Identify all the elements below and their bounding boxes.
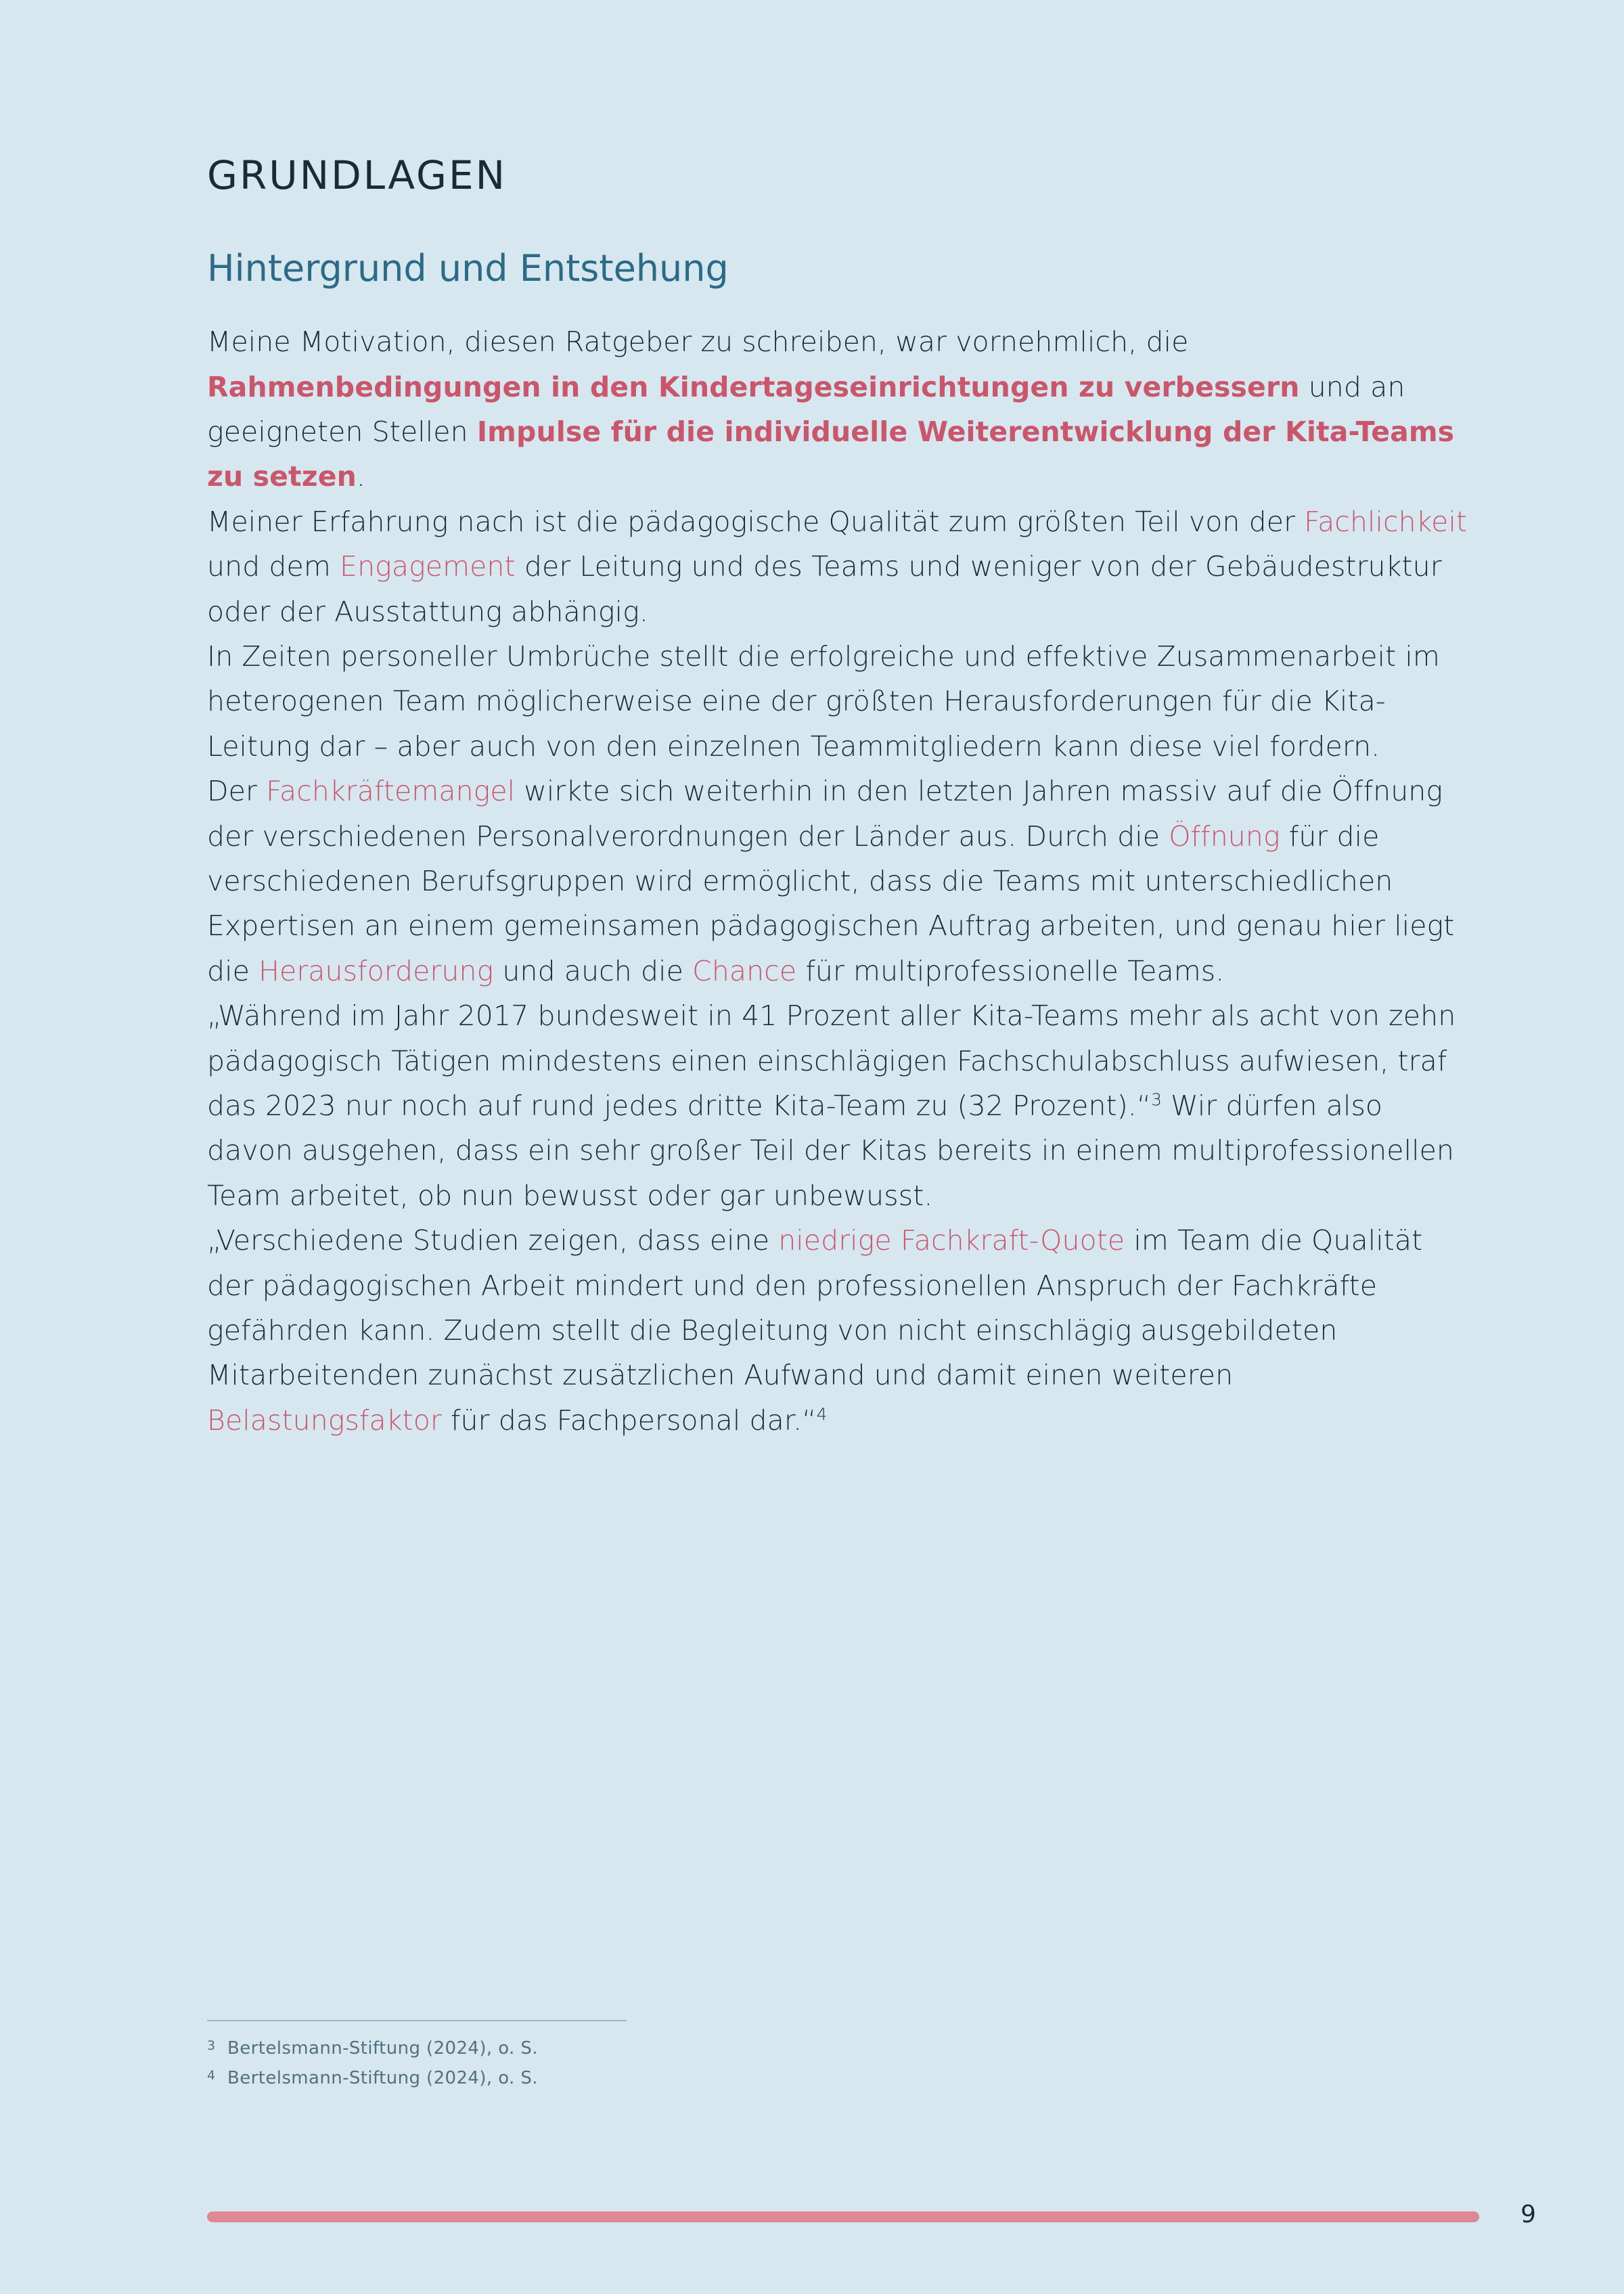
footnote-item — [207, 2063, 681, 2093]
text-run: für die verschiedenen Berufsgruppen wird ermöglicht, dass die Teams mit unterschiedlichen Expertisen an einem gemeinsamen pädagogischen Auftrag arbeiten, und genau hier liegt die — [207, 819, 1455, 987]
paragraph-1 — [207, 319, 1472, 499]
text-run: „Verschiedene Studien zeigen, dass eine — [207, 1224, 779, 1257]
text-run: und an geeigneten Stellen — [207, 370, 1405, 448]
page-number: 9 — [1520, 2201, 1536, 2228]
footnote-ref-4: 4 — [816, 1404, 828, 1424]
highlight-impulse: Impulse für die individuelle Weiterentwicklung der Kita-Teams zu setzen — [207, 415, 1455, 493]
text-run: und auch die — [493, 954, 693, 987]
text-run: Wir dürfen also davon ausgehen, dass ein sehr großer Teil der Kitas bereits in einem multiprofessionellen Team arbeitet, ob nun bewusst oder gar unbewusst. — [207, 1089, 1454, 1212]
highlight-fachlichkeit: Fachlichkeit — [1304, 505, 1468, 538]
paragraph-3 — [207, 634, 1472, 769]
page-content — [207, 152, 1472, 1443]
highlight-engagement: Engagement — [340, 550, 516, 583]
footnote-item — [207, 2033, 681, 2063]
footnote-marker: 4 — [207, 2068, 216, 2084]
highlight-oeffnung: Öffnung — [1169, 819, 1280, 853]
footnote-marker: 3 — [207, 2038, 216, 2053]
page-footer — [0, 2201, 1624, 2232]
text-run: der Leitung und des Teams und weniger von der Gebäudestruktur oder der Ausstattung abhängig. — [207, 550, 1442, 628]
highlight-herausforderung: Herausforderung — [258, 954, 494, 987]
text-run: im Team die Qualität der pädagogischen Arbeit mindert und den professionellen Anspruch der Fachkräfte gefährden kann. Zudem stellt die Begleitung von nicht einschlägig ausgebildeten Mitarbeitenden zunächst zusätzlichen Aufwand und damit einen weiteren — [207, 1224, 1423, 1392]
text-run: Meine Motivation, diesen Ratgeber zu schreiben, war vornehmlich, die — [207, 325, 1189, 359]
highlight-belastungsfaktor: Belastungsfaktor — [207, 1403, 442, 1437]
highlight-rahmenbedingungen: Rahmenbedingungen in den Kindertageseinrichtungen zu verbessern — [207, 370, 1300, 403]
text-run: Meiner Erfahrung nach ist die pädagogische Qualität zum größten Teil von der — [207, 505, 1305, 538]
chapter-label: GRUNDLAGEN — [207, 152, 508, 198]
paragraph-6 — [207, 1218, 1472, 1443]
highlight-chance: Chance — [692, 954, 797, 987]
section-title: Hintergrund und Entstehung — [207, 247, 729, 290]
paragraph-5 — [207, 993, 1472, 1218]
text-run: für das Fachpersonal dar.“ — [441, 1403, 817, 1437]
footnote-divider — [207, 2020, 627, 2021]
text-run: „Während im Jahr 2017 bundesweit in 41 Prozent aller Kita-Teams mehr als acht von zehn pädagogisch Tätigen mindestens einen einschlägigen Fachschulabschluss aufwiesen, traf das 2023 nur noch auf rund jedes dritte Kita-Team zu (32 Prozent).“ — [207, 999, 1456, 1122]
text-run: wirkte sich weiterhin in den letzten Jahren massiv auf die Öffnung der verschiedenen Personalverordnungen der Länder aus. Durch die — [207, 775, 1443, 853]
footnotes-section — [207, 2020, 681, 2093]
text-run: In Zeiten personeller Umbrüche stellt die erfolgreiche und effektive Zusammenarbeit im heterogenen Team möglicherweise eine der größten Herausforderungen für die Kita-Leitung dar – aber auch von den einzelnen Teammitgliedern kann diese viel fordern. — [207, 639, 1440, 763]
footnote-ref-3: 3 — [1151, 1089, 1163, 1110]
footnote-text: Bertelsmann-Stiftung (2024), o. S. — [227, 2038, 538, 2059]
text-run: . — [356, 460, 366, 493]
highlight-niedrige-fachkraft-quote: niedrige Fachkraft-Quote — [778, 1224, 1125, 1257]
footer-accent-bar — [207, 2211, 1479, 2222]
text-run: für multiprofessionelle Teams. — [796, 954, 1225, 987]
highlight-fachkraeftemangel: Fachkräftemangel — [266, 775, 516, 808]
text-run: und dem — [207, 550, 340, 583]
text-run: Der — [207, 775, 267, 808]
paragraph-2 — [207, 499, 1472, 634]
paragraph-4 — [207, 769, 1472, 993]
footnote-text: Bertelsmann-Stiftung (2024), o. S. — [227, 2068, 538, 2089]
